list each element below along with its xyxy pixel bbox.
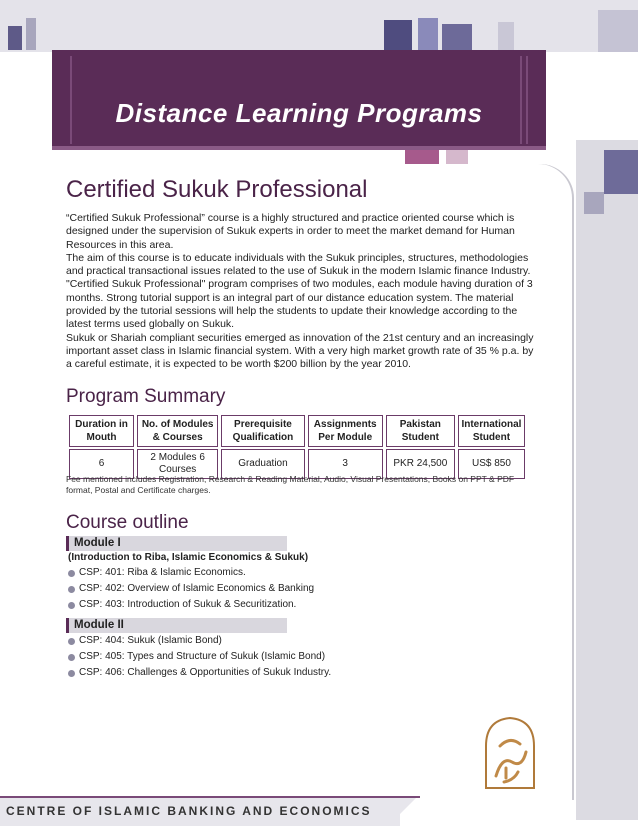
- fee-note: Fee mentioned includes Registration, Research & Reading Material, Audio, Visual Presentations, Books on PPT & PDF format, Postal and Certificate charges.: [66, 474, 515, 495]
- top-decorative-band: [0, 0, 638, 52]
- right-decorative-strip: [576, 140, 638, 820]
- decor-square: [8, 26, 22, 50]
- footer-bar-tail: [388, 798, 416, 826]
- footer-text: CENTRE OF ISLAMIC BANKING AND ECONOMICS: [6, 804, 372, 818]
- module-2-bar: [66, 618, 287, 633]
- decor-square: [384, 20, 412, 52]
- description-paragraph: “Certified Sukuk Professional” course is a highly structured and practice oriented course which is designed under the supervision of Sukuk experts in order to meet the market demand for Human Resources in this area.: [66, 212, 515, 251]
- list-item: CSP: 406: Challenges & Opportunities of Sukuk Industry.: [66, 665, 331, 681]
- list-item: CSP: 401: Riba & Islamic Economics.: [66, 565, 314, 581]
- description-paragraph: "Certified Sukuk Professional" program comprises of two modules, each module having duration of 3 months. Strong tutorial support is an integral part of our distance education system. The material provided by the tutorial sessions will help the students to update their knowledge according to the latest terms used globally on Sukuk.: [66, 278, 533, 331]
- course-title: Certified Sukuk Professional: [66, 176, 368, 203]
- table-cell: 3: [308, 449, 383, 479]
- decor-square: [598, 10, 638, 52]
- course-description: [66, 212, 536, 372]
- module-1-course-list: [66, 565, 314, 613]
- course-outline-heading: Course outline: [66, 512, 189, 533]
- decor-square: [418, 18, 438, 52]
- list-item: CSP: 402: Overview of Islamic Economics & Banking: [66, 581, 314, 597]
- calligraphy-logo: [482, 716, 538, 790]
- table-header: Assignments Per Module: [308, 415, 383, 447]
- decor-square: [26, 18, 36, 50]
- table-header: Prerequisite Qualification: [221, 415, 304, 447]
- table-header: Pakistan Student: [386, 415, 455, 447]
- decor-square: [604, 150, 638, 194]
- list-item: CSP: 404: Sukuk (Islamic Bond): [66, 633, 331, 649]
- decor-square: [584, 192, 604, 214]
- program-summary-table: [66, 413, 528, 481]
- program-summary-heading: Program Summary: [66, 386, 226, 407]
- description-paragraph: The aim of this course is to educate individuals with the Sukuk principles, structures, methodologies and practical transactional issues related to the use of Sukuk in the modern Islamic finance Industry.: [66, 251, 531, 278]
- module-1-bar: [66, 536, 287, 551]
- decor-square: [442, 24, 472, 52]
- module-1-label: Module I: [74, 537, 121, 549]
- module-2-label: Module II: [74, 619, 124, 631]
- table-header: International Student: [458, 415, 525, 447]
- table-cell: 2 Modules 6 Courses: [137, 449, 218, 479]
- title-banner: [52, 50, 546, 150]
- description-paragraph: Sukuk or Shariah compliant securities emerged as innovation of the 21st century and an increasingly important asset class in Islamic financial system. With a very high market growth rate of 35 % p.a. by a careful estimate, it is expected to be worth $200 billion by the year 2010.: [66, 331, 534, 371]
- list-item: CSP: 403: Introduction of Sukuk & Securitization.: [66, 597, 314, 613]
- table-cell: 6: [69, 449, 134, 479]
- table-cell: Graduation: [221, 449, 304, 479]
- table-header: Duration in Mouth: [69, 415, 134, 447]
- list-item: CSP: 405: Types and Structure of Sukuk (Islamic Bond): [66, 649, 331, 665]
- footer-bar: [0, 798, 400, 826]
- table-header-row: [69, 415, 525, 447]
- page-title: Distance Learning Programs: [115, 98, 483, 128]
- module-2-course-list: [66, 633, 331, 681]
- table-header: No. of Modules & Courses: [137, 415, 218, 447]
- table-cell: US$ 850: [458, 449, 525, 479]
- table-cell: PKR 24,500: [386, 449, 455, 479]
- decor-square: [498, 22, 514, 52]
- module-1-subtitle: (Introduction to Riba, Islamic Economics & Sukuk): [68, 552, 309, 563]
